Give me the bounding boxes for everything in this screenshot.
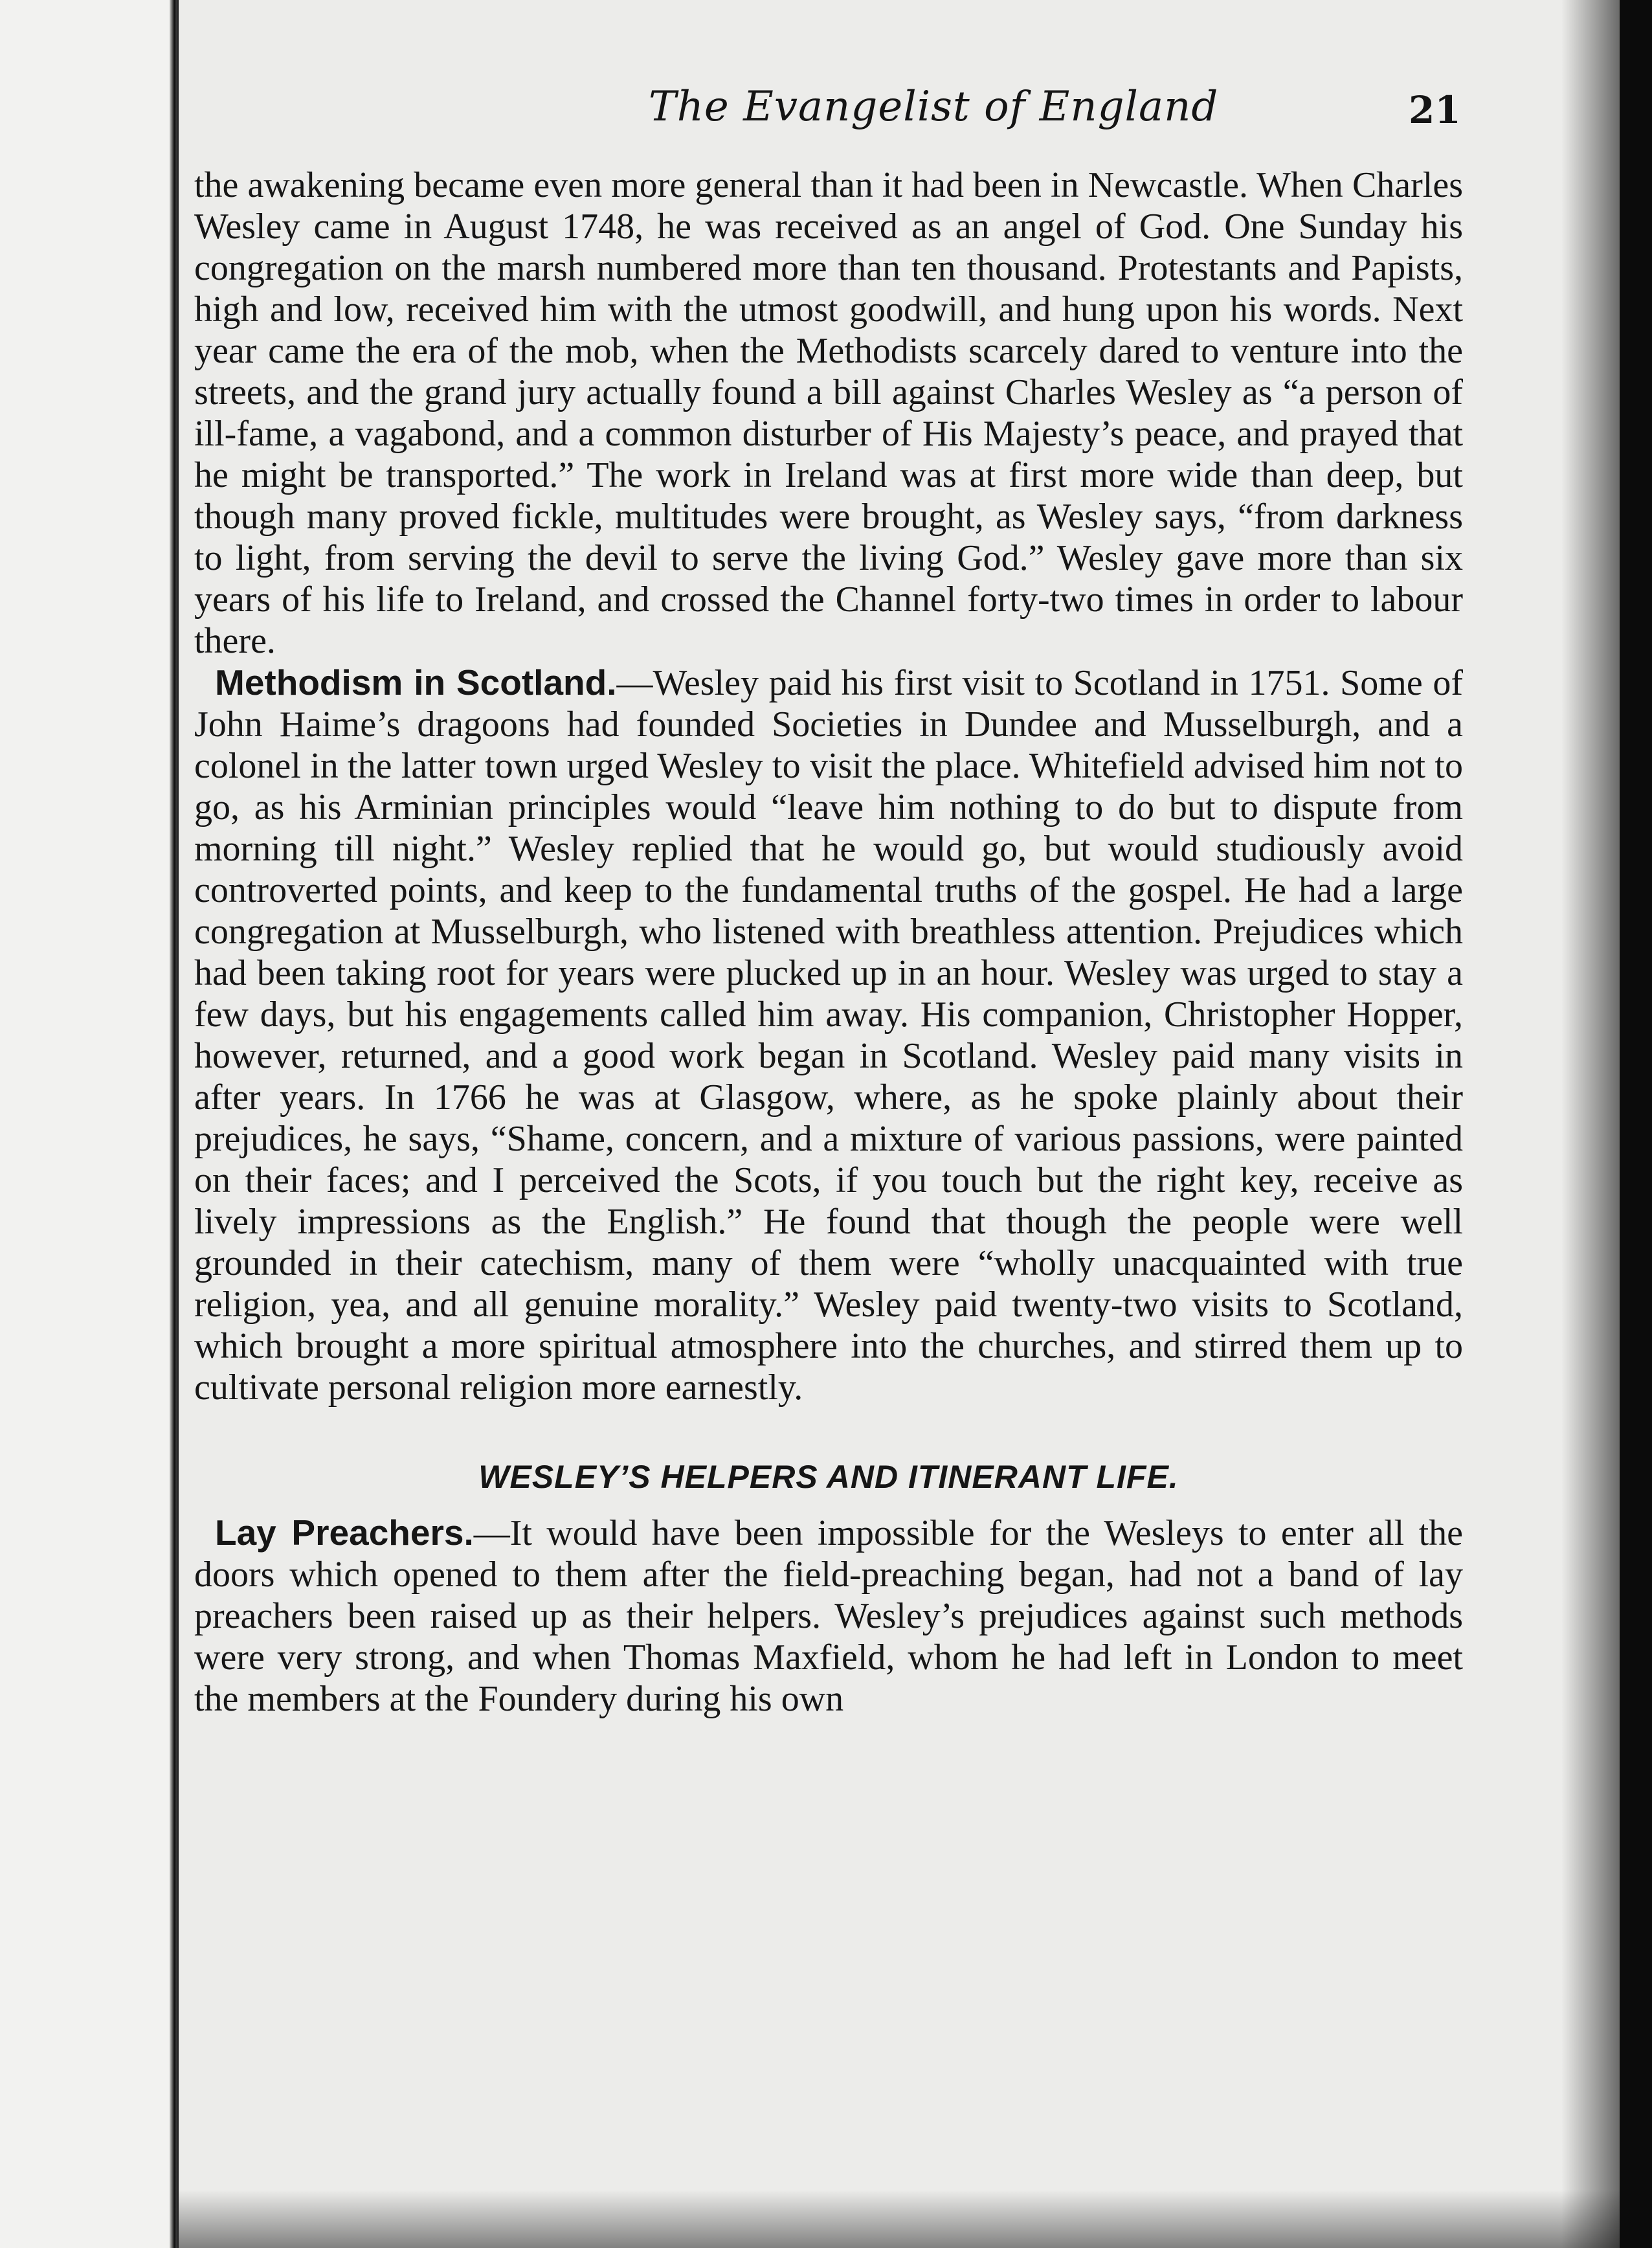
running-title: The Evangelist of England (649, 83, 1219, 131)
section-heading: WESLEY’S HELPERS AND ITINERANT LIFE. (478, 1459, 1179, 1495)
binding-edge (170, 0, 177, 2248)
run-in-heading-lay-preachers: Lay Preachers. (215, 1512, 474, 1553)
paragraph-scotland-body: —Wesley paid his first visit to Scotland in 1751. Some of John Haime’s dragoons had founded Societies in Dundee and Musselburgh, and a colonel in the latter town urged Wesley to visit the place. Whitefield advised him not to go, as his Arminian principles would “leave him nothing to do but to dispute from morning till night.” Wesley replied that he would go, but would studiously avoid controverted points, and keep to the fundamental truths of the gospel. He had a large congregation at Musselburgh, who listened with breathless attention. Prejudices which had been taking root for years were plucked up in an hour. Wesley was urged to stay a few days, but his engagements called him away. His companion, Christopher Hopper, however, returned, and a good work began in Scotland. Wesley paid many visits in after years. In 1766 he was at Glasgow, where, as he spoke plainly about their prejudices, he says, “Shame, concern, and a mixture of various passions, were painted on their faces; and I perceived the Scots, if you touch but the right key, receive as lively impressions as the English.” He found that though the people were well grounded in their catechism, many of them were “wholly unacquainted with true religion, yea, and all genuine morality.” Wesley paid twenty-two visits to Scotland, which brought a more spiritual atmosphere into the churches, and stirred them up to cultivate personal religion more earnestly. (194, 663, 1464, 1408)
paragraph-lay-body: —It would have been impossible for the Wesleys to enter all the doors which opened to them after the field-preaching began, had not a band of lay preachers been raised up as their helpers. Wesley’s prejudices against such methods were very strong, and when Thomas Maxfield, whom he had left in London to meet the members at the Foundery during his own (194, 1513, 1463, 1719)
paragraph-methodism-scotland (194, 662, 1463, 1408)
paragraph-lay-preachers (194, 1512, 1463, 1720)
running-header (179, 83, 1570, 141)
body-text (194, 164, 1463, 1720)
run-in-heading-scotland: Methodism in Scotland. (215, 662, 617, 702)
page-edge-shadow (1561, 0, 1620, 2248)
page-number: 21 (1409, 88, 1461, 132)
book-binding-margin (0, 0, 179, 2248)
paragraph-continuation: the awakening became even more general than it had been in Newcastle. When Charles Wesley came in August 1748, he was received as an angel of God. One Sunday his congregation on the marsh numbered more than ten thousand. Protestants and Papists, high and low, received him with the utmost goodwill, and hung upon his words. Next year came the era of the mob, when the Methodists scarcely dared to venture into the streets, and the grand jury actually found a bill against Charles Wesley as “a person of ill-fame, a vagabond, and a common disturber of His Majesty’s peace, and prayed that he might be transported.” The work in Ireland was at first more wide than deep, but though many proved fickle, multitudes were brought, as Wesley says, “from darkness to light, from serving the devil to serve the living God.” Wesley gave more than six years of his life to Ireland, and crossed the Channel forty-two times in order to labour there. (194, 165, 1463, 661)
page-bottom-shadow (179, 2190, 1620, 2248)
